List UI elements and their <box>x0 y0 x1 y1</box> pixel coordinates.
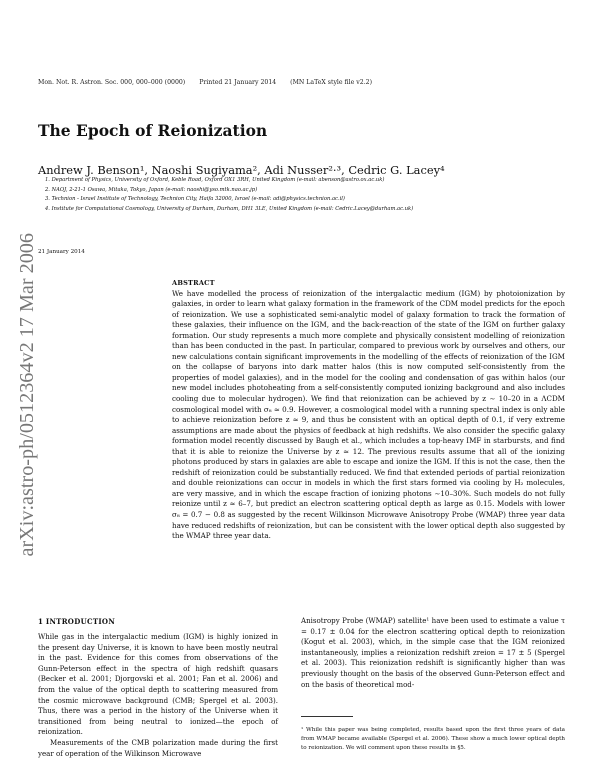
abstract-text: We have modelled the process of reionization of the intergalactic medium (IGM) by photoionization by galaxies, in order to learn what galaxy formation in the framework of the CDM model predicts for the epoch of reionization. We use a sophisticated semi-analytic model of galaxy formation to track the formation of these galaxies, their influence on the IGM, and the back-reaction of the state of the IGM on further galaxy formation. Our study represents a much more complete and physically consistent modelling of reionization than has been conducted in the past. In particular, compared to previous work by ourselves and others, our new calculations contain significant improvements in the modelling of the effects of reionization of the IGM on the collapse of baryons into dark matter halos (this is now computed self-consistently from the properties of model galaxies), and in the model for the cooling and condensation of gas within halos (our new model includes photoheating from a self-consistently computed ionizing background and also includes cooling due to molecular hydrogen). We find that reionization can be achieved by z ∼ 10–20 in a ΛCDM cosmological model with σ₈ ≈ 0.9. However, a cosmological model with a running spectral index is only able to achieve reionization before z ≈ 9, and thus be consistent with an optical depth of 0.1, if very extreme assumptions are made about the physics of feedback at high redshifts. We also consider the specific galaxy formation model recently discussed by Baugh et al., which includes a top-heavy IMF in starbursts, and find that it is able to reionize the Universe by z ≈ 12. The previous results assume that all of the ionizing photons produced by stars in galaxies are able to escape and ionize the IGM. If this is not the case, then the redshift of reionization could be substantially reduced. We find that extended periods of partial reionization and double reionizations can occur in models in which the first stars formed via cooling by H₂ molecules, are very massive, and in which the escape fraction of ionizing photons ∼10–30%. Such models do not fully reionize until z ≈ 6–7, but predict an electron scattering optical depth as large as 0.15. Models with lower σ₈ = 0.7 − 0.8 as suggested by the recent Wilkinson Microwave Anisotropy Probe (WMAP) three year data have reduced redshifts of reionization, but can be consistent with the lower optical depth also suggested by the WMAP three year data. <box>172 288 565 541</box>
footnote-rule <box>301 716 353 717</box>
affiliation-4: 4. Institute for Computational Cosmology, University of Durham, Durham, DH1 3LE, United Kingdom (e-mail: Cedric.Lacey@durham.ac.uk) <box>45 205 414 212</box>
left-column <box>38 632 278 759</box>
paper-title: The Epoch of Reionization <box>38 121 268 140</box>
intro-paragraph-1: While gas in the intergalactic medium (IGM) is highly ionized in the present day Universe, it is known to have been mostly neutral in the past. Evidence for this comes from observations of the Gunn-Peterson effect in the spectra of high redshift quasars (Becker et al. 2001; Djorgovski et al. 2001; Fan et al. 2006) and from the value of the optical depth to scattering measured from the cosmic microwave background (CMB; Spergel et al. 2003). Thus, there was a period in the history of the Universe when it transitioned from being neutral to ionized—the epoch of reionization. <box>38 632 278 737</box>
section-heading-introduction: 1 INTRODUCTION <box>38 617 116 626</box>
submission-date: 21 January 2014 <box>38 249 85 255</box>
style-note: (MN LaTeX style file v2.2) <box>290 79 373 86</box>
intro-paragraph-continued: Anisotropy Probe (WMAP) satellite¹ have been used to estimate a value τ = 0.17 ± 0.04 for the electron scattering optical depth to reionization (Kogut et al. 2003), which, in the simple case that the IGM reionized instantaneously, implies a reionization redshift zreion = 17 ± 5 (Spergel et al. 2003). This reionization redshift is significantly higher than was previously thought on the basis of the observed Gunn-Peterson effect and on the basis of theoretical mod- <box>301 616 565 689</box>
footnote: ¹ While this paper was being completed, results based upon the first three years of data from WMAP became available (Spergel et al. 2006). These show a much lower optical depth to reionization. We will comment upon these results in §5. <box>301 727 565 751</box>
author-list: Andrew J. Benson¹, Naoshi Sugiyama², Adi Nusser²·³, Cedric G. Lacey⁴ <box>38 163 445 177</box>
journal-reference: Mon. Not. R. Astron. Soc. 000, 000–000 (0000) <box>38 79 186 86</box>
abstract <box>172 278 565 542</box>
right-column <box>301 616 565 690</box>
intro-paragraph-2: Measurements of the CMB polarization made during the first year of operation of the Wilkinson Microwave <box>38 737 278 758</box>
affiliation-2: 2. NAOJ, 2-21-1 Osawa, Mitaka, Tokyo, Japan (e-mail: naoshi@yso.mtk.nao.ac.jp) <box>45 186 258 193</box>
arxiv-id: arXiv:astro-ph/0512364v2 17 Mar 2006 <box>16 233 38 557</box>
running-header <box>38 79 384 86</box>
abstract-heading: ABSTRACT <box>172 279 215 287</box>
affiliations <box>45 176 565 214</box>
printed-date: Printed 21 January 2014 <box>199 79 277 86</box>
arxiv-stamp <box>14 190 41 600</box>
affiliation-1: 1. Department of Physics, University of Oxford, Keble Road, Oxford OX1 3RH, United Kingdom (e-mail: abenson@astro.ox.ac.uk) <box>45 177 385 183</box>
affiliation-3: 3. Technion - Israel Institute of Technology, Technion City, Haifa 32000, Israel (e-mail: adi@physics.technion.ac.il) <box>45 196 345 202</box>
